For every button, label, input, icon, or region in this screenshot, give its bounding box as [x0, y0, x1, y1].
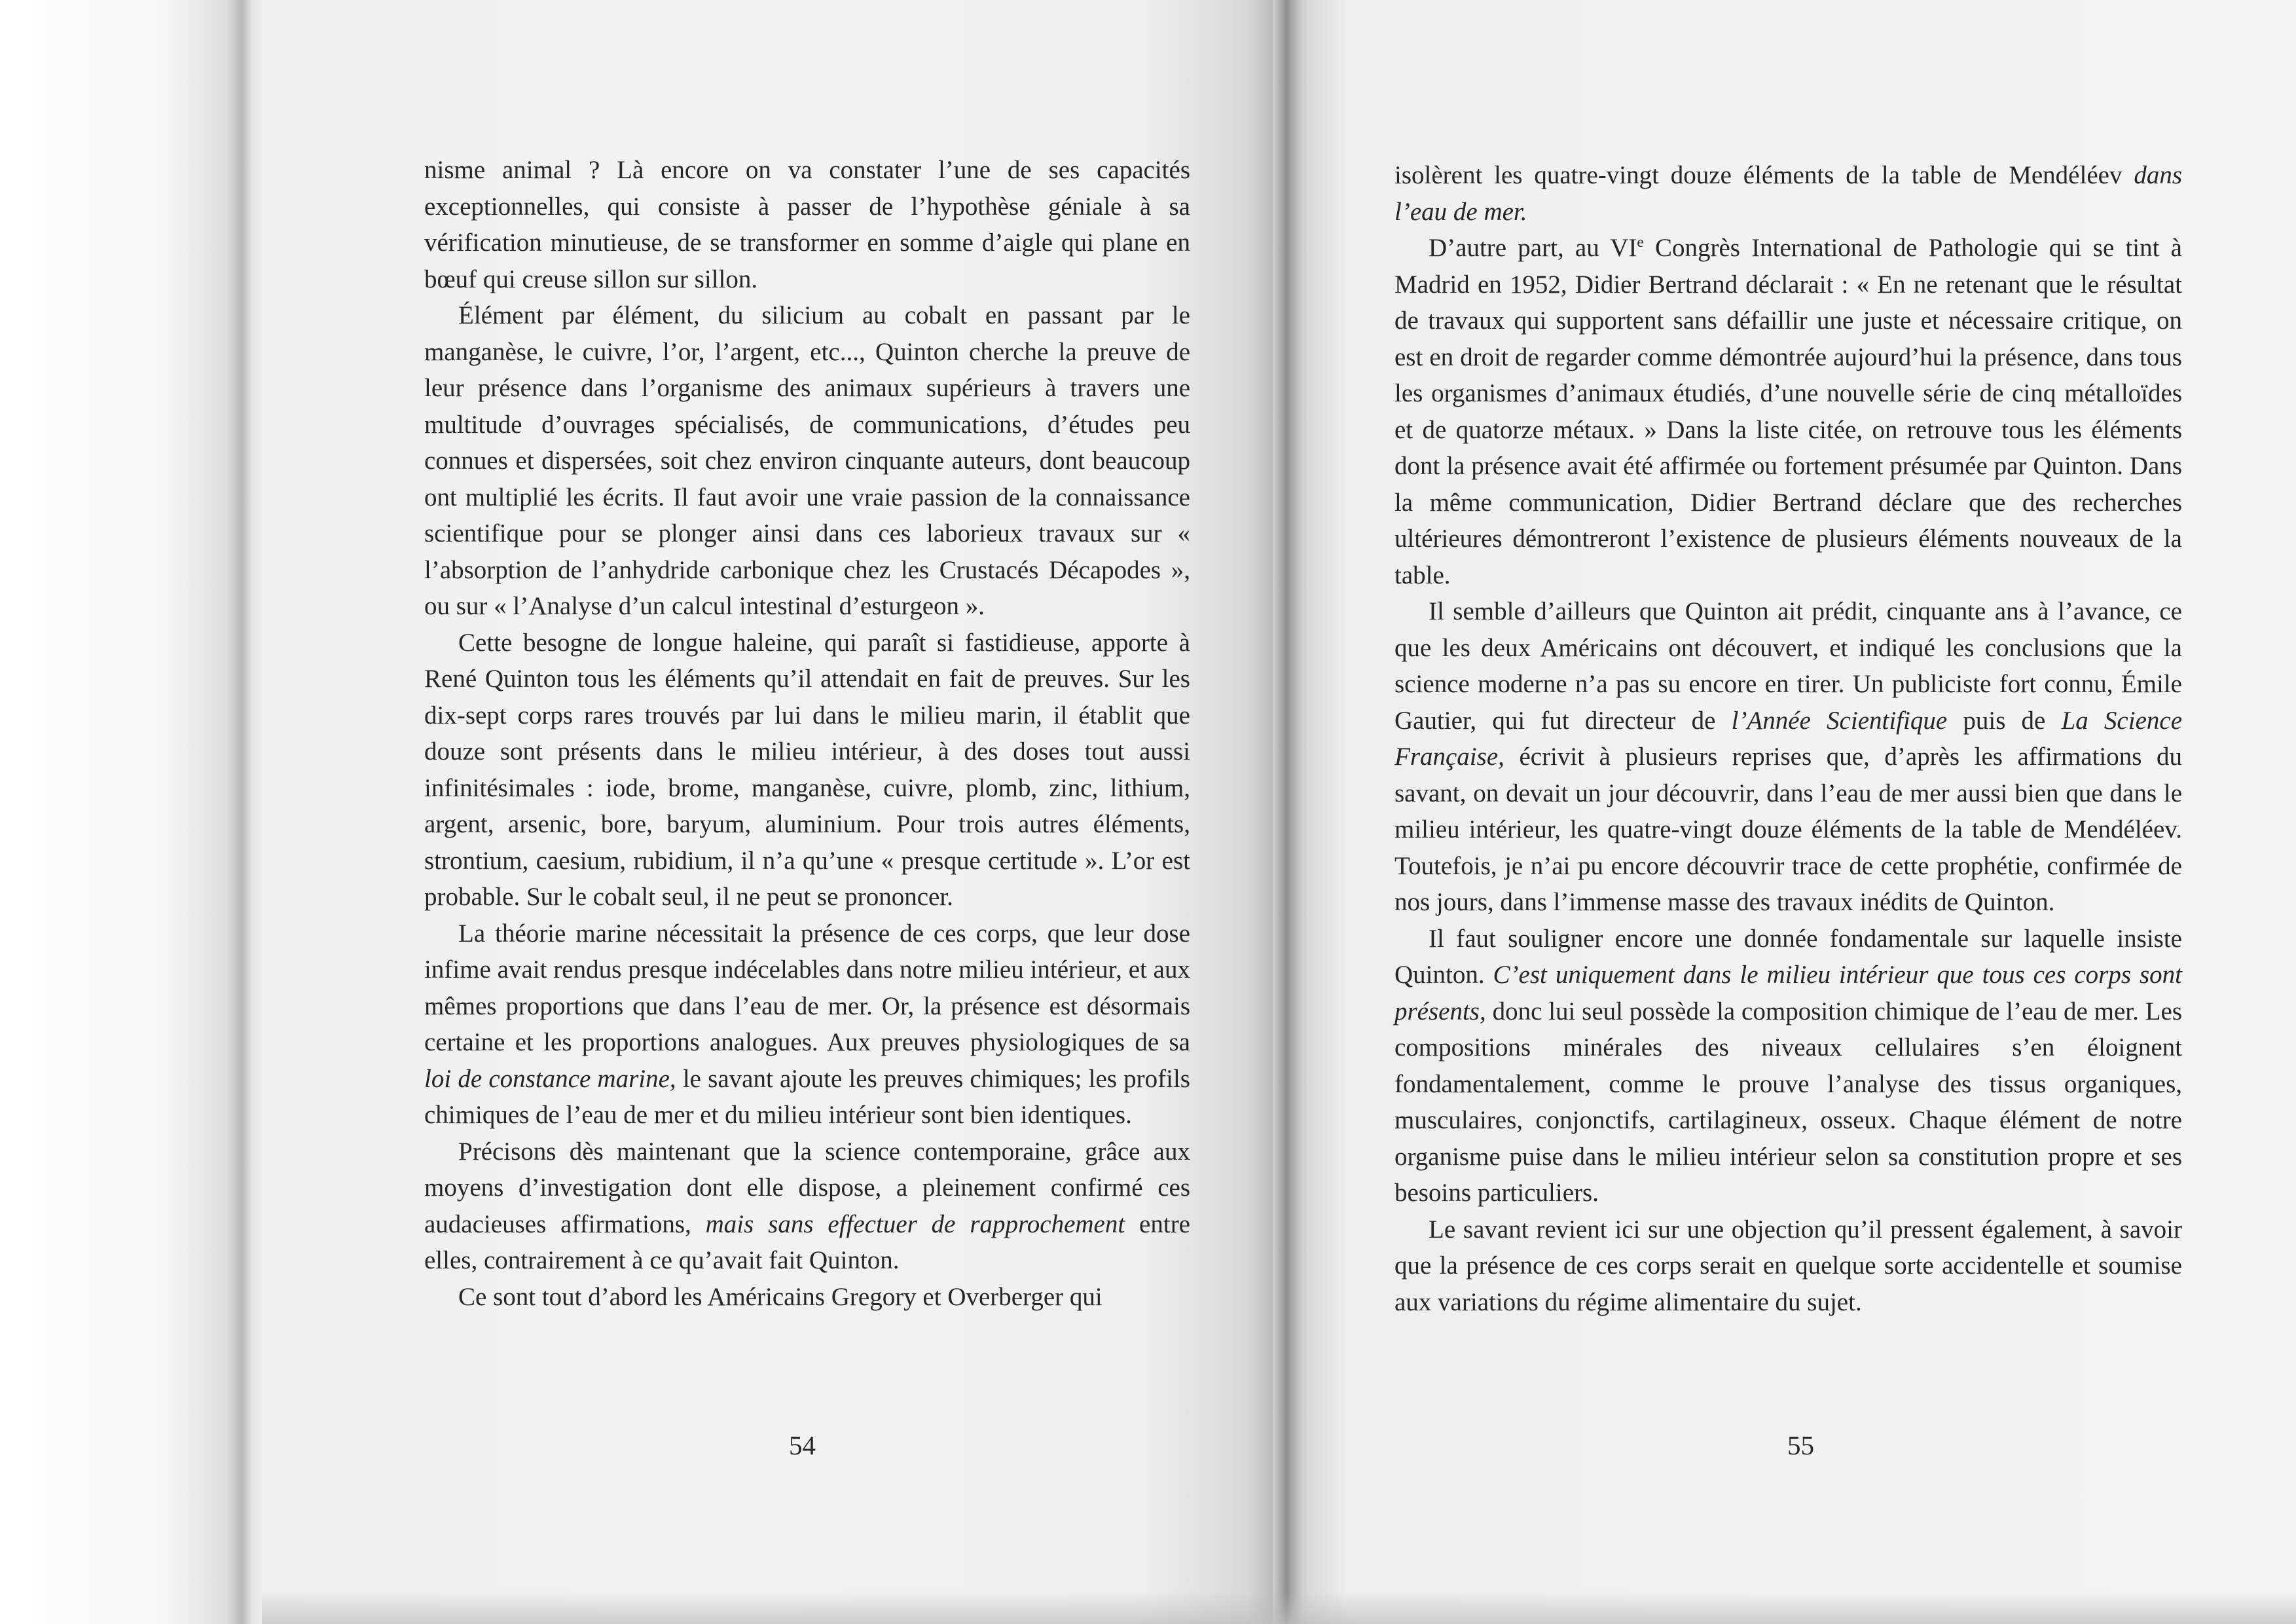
page-number-right: 55 — [1787, 1430, 1814, 1460]
italic-text: La Science Française, — [1394, 706, 2183, 771]
paragraph — [1394, 593, 2182, 921]
italic-text: loi de constance marine, — [424, 1064, 676, 1093]
superscript-text: e — [1637, 234, 1644, 251]
paragraph — [1394, 921, 2182, 1211]
book-gutter — [1273, 0, 1304, 1624]
text-run: Congrès International de Pathologie qui se tint à Madrid en 1952, Didier Bertrand déclarait : « En ne retenant que le résultat de travaux qui supportent sans défaillir une juste et nécessaire critique, on est en droit de regarder comme démontrée aujourd’hui la présence, dans tous les organismes d’animaux étudiés, d’une nouvelle série de cinq métalloïdes et de quatorze métaux. » Dans la liste citée, on retrouve tous les éléments dont la présence avait été affirmée ou fortement présumée par Quinton. Dans la même communication, Didier Bertrand déclare que des recherches ultérieures démontreront l’existence de plusieurs éléments nouveaux de la table. — [1394, 234, 2182, 589]
text-run: Précisons dès maintenant que la science contemporaine, grâce aux moyens d’investigation dont elle dispose, a pleinement confirmé ces audacieuses affirmations, — [424, 1137, 1190, 1238]
right-page-body — [1394, 157, 2182, 1320]
text-run: Ce sont tout d’abord les Américains Gregory et Overberger qui — [458, 1282, 1102, 1311]
italic-text: dans l’eau de mer. — [1394, 161, 2182, 226]
italic-text: C’est uniquement dans le milieu intérieur que tous ces corps sont présents, — [1394, 961, 2182, 1025]
text-run: Cette besogne de longue haleine, qui paraît si fastidieuse, apporte à René Quinton tous les éléments qu’il attendait en fait de preuves. Sur les dix-sept corps rares trouvés par lui dans le milieu marin, il établit que douze sont présents dans le milieu intérieur, à des doses tout aussi infinitésimales : iode, brome, manganèse, cuivre, plomb, zinc, lithium, argent, arsenic, bore, baryum, aluminium. Pour trois autres éléments, strontium, caesium, rubidium, il n’a qu’une « presque certitude ». L’or est probable. Sur le cobalt seul, il ne peut se prononcer. — [424, 628, 1190, 911]
text-run: nisme animal ? Là encore on va constater l’une de ses capacités exceptionnelles, qui consiste à passer de l’hypothèse géniale à sa vérification minutieuse, de se transformer en somme d’aigle qui plane en bœuf qui creuse sillon sur sillon. — [424, 156, 1190, 293]
page-number-left: 54 — [789, 1430, 816, 1460]
paragraph — [424, 1134, 1190, 1279]
text-run: puis de — [1947, 706, 2062, 735]
paragraph — [1394, 230, 2182, 593]
text-run: Il semble d’ailleurs que Quinton ait prédit, cinquante ans à l’avance, ce que les deux Américains ont découvert, et indiqué les conclusions que la science moderne n’a pas su encore en tirer. Un publiciste fort connu, Émile Gautier, qui fut directeur de — [1394, 597, 2182, 735]
text-run: Il faut souligner encore une donnée fondamentale sur laquelle insiste Quinton. — [1394, 924, 2182, 989]
text-run: La théorie marine nécessitait la présence de ces corps, que leur dose infime avait rendus presque indécelables dans notre milieu intérieur, et aux mêmes proportions que dans l’eau de mer. Or, la présence est désormais certaine et les proportions analogues. Aux preuves physiologiques de sa — [424, 919, 1190, 1056]
text-run: Élément par élément, du silicium au cobalt en passant par le manganèse, le cuivre, l’or, l’argent, etc..., Quinton cherche la preuve de leur présence dans l’organisme des animaux supérieurs à travers une multitude d’ouvrages spécialisés, de communications, d’études peu connues et dispersées, soit chez environ cinquante auteurs, dont beaucoup ont multiplié les écrits. Il faut avoir une vraie passion de la connaissance scientifique pour se plonger ainsi dans ces laborieux travaux sur « l’absorption de l’anhydride carbonique chez les Crustacés Décapodes », ou sur « l’Analyse d’un calcul intestinal d’esturgeon ». — [424, 301, 1190, 620]
paragraph — [1394, 157, 2182, 230]
page-bottom-shadow — [262, 1591, 2296, 1624]
text-run: isolèrent les quatre-vingt douze éléments de la table de Mendéléev — [1394, 161, 2134, 189]
text-run: D’autre part, au VI — [1429, 234, 1637, 262]
paragraph — [424, 625, 1190, 915]
paragraph — [424, 915, 1190, 1134]
italic-text: mais sans effectuer de rapprochement — [705, 1209, 1125, 1238]
text-run: Le savant revient ici sur une objection qu’il pressent également, à savoir que la présence de ces corps serait en quelque sorte accidentelle et soumise aux variations du régime alimentaire du sujet. — [1394, 1215, 2182, 1316]
paragraph — [424, 1279, 1190, 1316]
scanner-edge — [0, 0, 262, 1624]
paragraph — [424, 152, 1190, 297]
text-run: le savant ajoute les preuves chimiques; les profils chimiques de l’eau de mer et du milieu intérieur sont bien identiques. — [424, 1064, 1190, 1129]
text-run: donc lui seul possède la composition chimique de l’eau de mer. Les compositions minérales des niveaux cellulaires s’en éloignent fondamentalement, comme le prouve l’analyse des tissus organiques, musculaires, conjonctifs, cartilagineux, osseux. Chaque élément de notre organisme puise dans le milieu intérieur selon sa constitution propre et ses besoins particuliers. — [1394, 997, 2182, 1207]
paragraph — [1394, 1211, 2182, 1321]
paragraph — [424, 297, 1190, 625]
text-run: entre elles, contrairement à ce qu’avait fait Quinton. — [424, 1209, 1190, 1274]
text-run: écrivit à plusieurs reprises que, d’après les affirmations du savant, on devait un jour découvrir, dans l’eau de mer aussi bien que dans le milieu intérieur, les quatre-vingt douze éléments de la table de Mendéléev. Toutefois, je n’ai pu encore découvrir trace de cette prophétie, confirmée de nos jours, dans l’immense masse des travaux inédits de Quinton. — [1394, 743, 2182, 916]
italic-text: l’Année Scientifique — [1731, 706, 1948, 735]
left-page-body — [424, 152, 1190, 1315]
